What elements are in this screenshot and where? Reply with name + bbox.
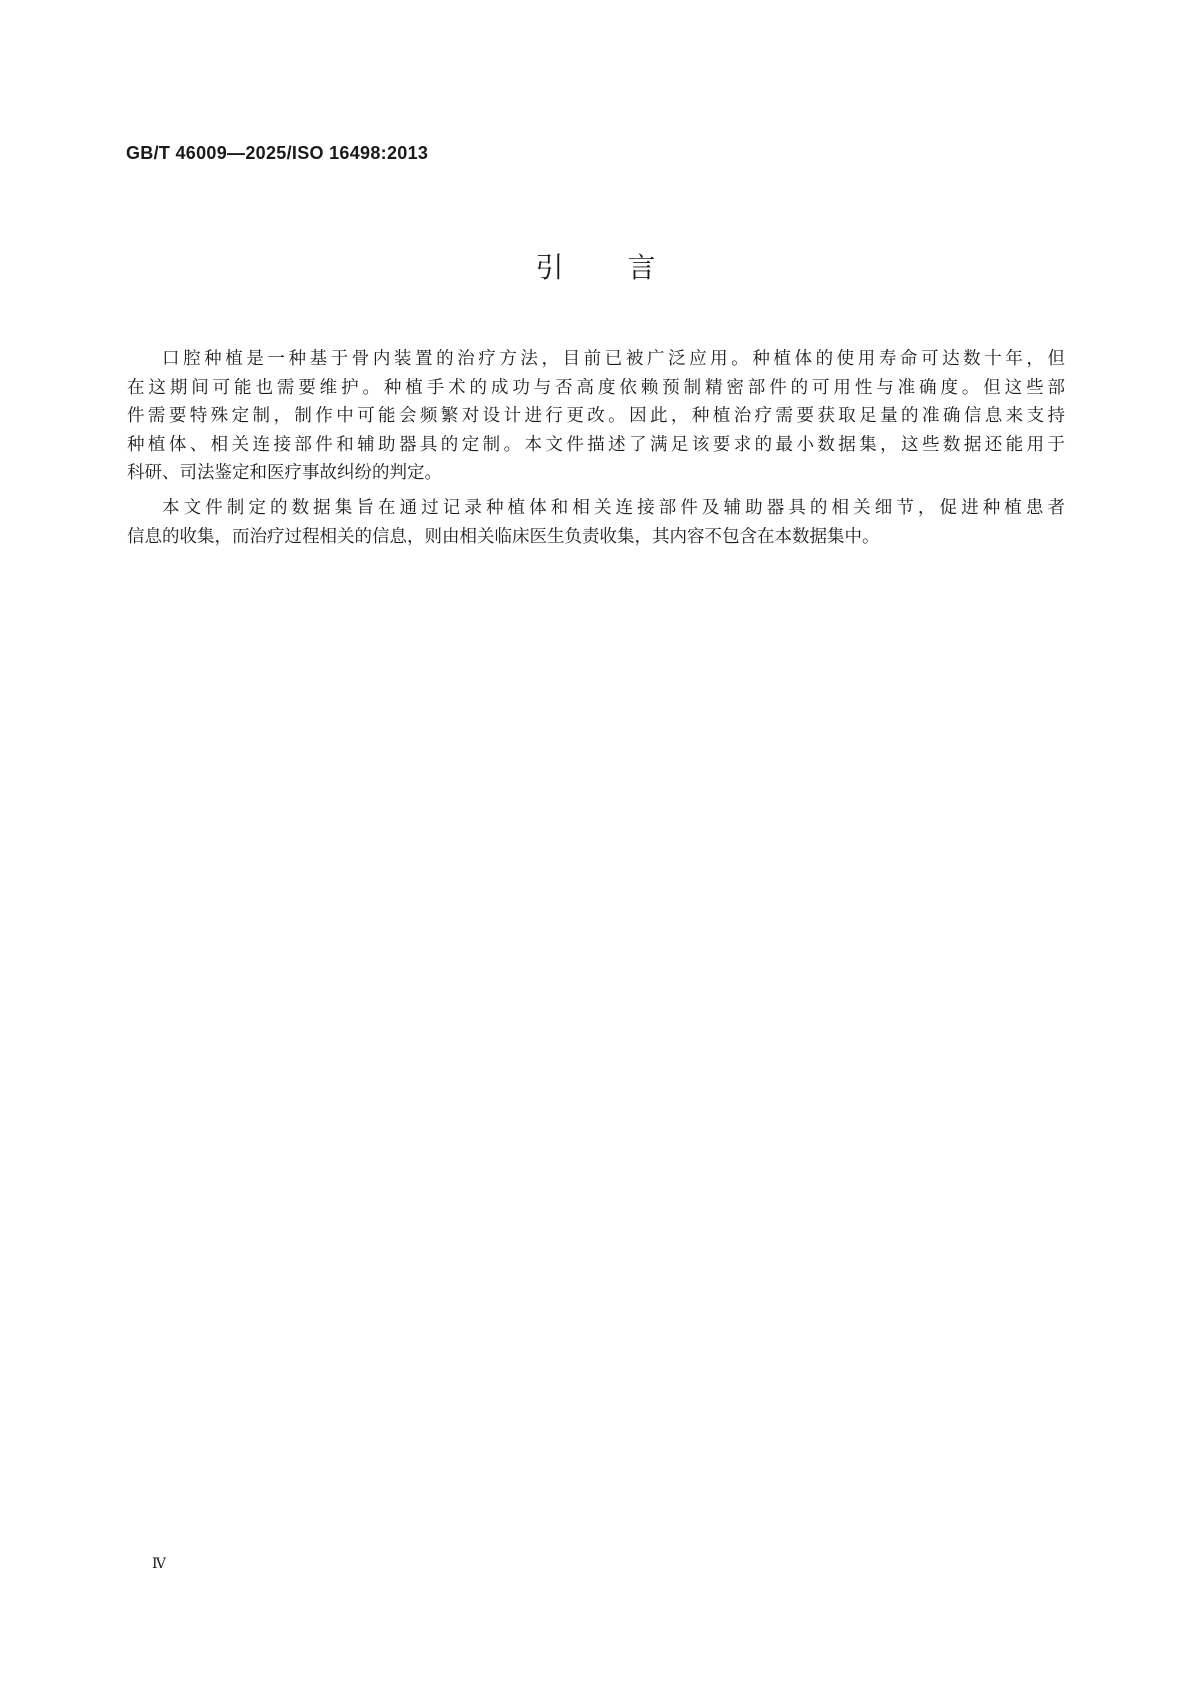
page-title [0, 246, 1191, 286]
page-title-text: 引言 [535, 251, 720, 284]
paragraph-line: 种植体、相关连接部件和辅助器具的定制。本文件描述了满足该要求的最小数据集，这些数据还能用于 [127, 434, 1065, 455]
paragraph-line: 本文件制定的数据集旨在通过记录种植体和相关连接部件及辅助器具的相关细节，促进种植患者 [162, 497, 1065, 518]
paragraph-line: 件需要特殊定制，制作中可能会频繁对设计进行更改。因此，种植治疗需要获取足量的准确信息来支持 [127, 406, 1065, 427]
paragraph-line: 在这期间可能也需要维护。种植手术的成功与否高度依赖预制精密部件的可用性与准确度。但这些部 [127, 377, 1065, 398]
paragraph-line: 科研、司法鉴定和医疗事故纠纷的判定。 [127, 463, 442, 484]
paragraph-2 [127, 494, 1065, 551]
page-header-standard-code: GB/T 46009—2025/ISO 16498:2013 [126, 143, 429, 163]
paragraph-line: 口腔种植是一种基于骨内装置的治疗方法，目前已被广泛应用。种植体的使用寿命可达数十年，但 [162, 349, 1065, 369]
introduction-body [127, 345, 1065, 557]
paragraph-line: 信息的收集，而治疗过程相关的信息，则由相关临床医生负责收集，其内容不包含在本数据集中。 [127, 526, 880, 547]
paragraph-1 [127, 345, 1065, 488]
page-number: Ⅳ [152, 1557, 166, 1572]
